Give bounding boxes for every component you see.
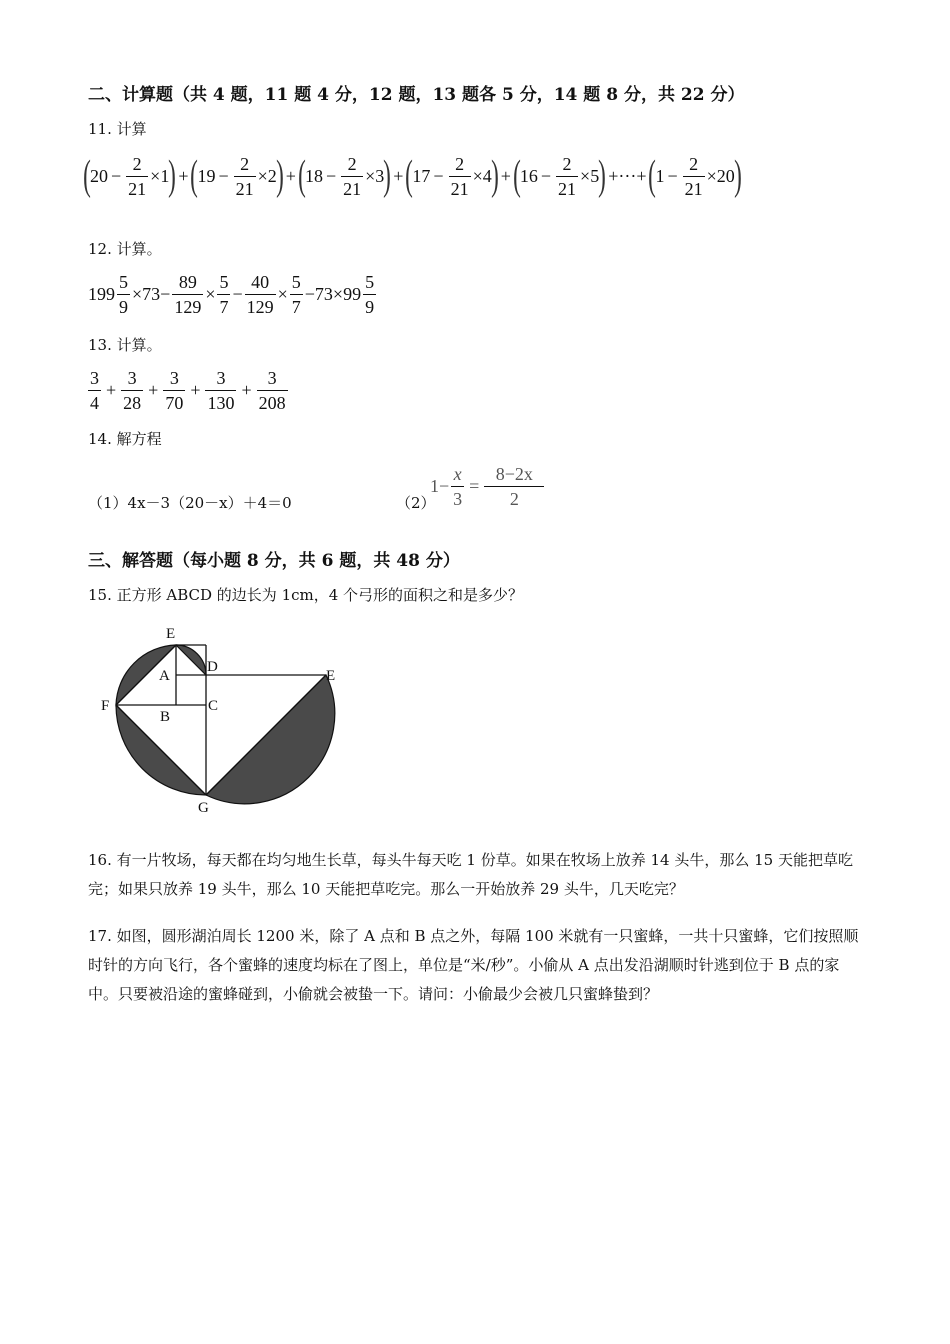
q14-label: 14. 解方程 <box>88 430 162 448</box>
q13-expression: $\frac{3}{4}$ + $\frac{3}{28}$ + $\frac{3}{70}$ + $\frac{3}{130}$ + $\frac{3}{208}$ <box>90 367 286 413</box>
label-b: B <box>160 709 171 725</box>
q12-label: 12. 计算。 <box>88 240 162 258</box>
q11-label: 11. 计算 <box>88 120 147 138</box>
label-f: F <box>101 698 110 714</box>
q14-equation-2: 1− $\frac{x}{3}$ = $\frac{8-2x}{2}$ <box>430 460 546 512</box>
segment-lower-right <box>206 675 335 804</box>
q15-text: 15. 正方形 ABCD 的边长为 1cm，4 个弓形的面积之和是多少？ <box>88 586 524 604</box>
section-3-title: 三、解答题（每小题 8 分，共 6 题，共 48 分） <box>88 551 460 571</box>
q14-equation-1: （1）4x－3（20－x）＋4＝0 <box>88 494 292 512</box>
q17-text: 17. 如图，圆形湖泊周长 1200 米，除了 A 点和 B 点之外，每隔 100 米就有一只蜜蜂，一共十只蜜蜂，它们按照顺时针的方向飞行，各个蜜蜂的速度均标在了图上，单位是“米/秒”。小偷从 A 点出发沿湖顺时针逃到位于 B 点的家中。只要被沿途的蜜蜂碰到，小偷就会被蛰一下。请问：小偷最少会被几只蜜蜂蛰到？ <box>88 927 859 1003</box>
label-g: G <box>198 800 209 816</box>
label-d: D <box>207 659 218 675</box>
q11-expression: ( 20 − $\frac{2}{21}$ × 1 ) + ( 19 − $\frac{2}{21}$ × 2 ) + ( 18 − $\frac{2}{21}$ × 3 ) + ( 17 − $\frac{2}{21}$ × 4 ) + ( 16 − $\frac{2}{21}$ × 5 ) +···+ ( 1 − $\frac{2}{21}$ × 20 ) <box>83 153 742 199</box>
label-a: A <box>159 668 170 684</box>
label-c: C <box>208 698 219 714</box>
q16-text: 16. 有一片牧场，每天都在均匀地生长草，每头牛每天吃 1 份草。如果在牧场上放养 14 头牛，那么 15 天能把草吃完；如果只放养 19 头牛，那么 10 天能把草吃完。那么一开始放养 29 头牛，几天吃完？ <box>88 851 853 898</box>
segment-upper-small <box>176 645 206 675</box>
q14-equation-2-label: （2） <box>396 494 436 512</box>
q15-figure <box>90 620 350 820</box>
q12-expression: 199 $\frac{5}{9}$ ×73− $\frac{89}{129}$ × $\frac{5}{7}$ − $\frac{40}{129}$ × $\frac{5}{7}$ −73×99 $\frac{5}{9}$ <box>88 271 375 317</box>
label-e1: E <box>166 626 176 642</box>
q13-label: 13. 计算。 <box>88 336 162 354</box>
section-2-title: 二、计算题（共 4 题，11 题 4 分，12 题，13 题各 5 分，14 题 8 分，共 22 分） <box>88 85 745 105</box>
label-e2: E <box>326 668 336 684</box>
